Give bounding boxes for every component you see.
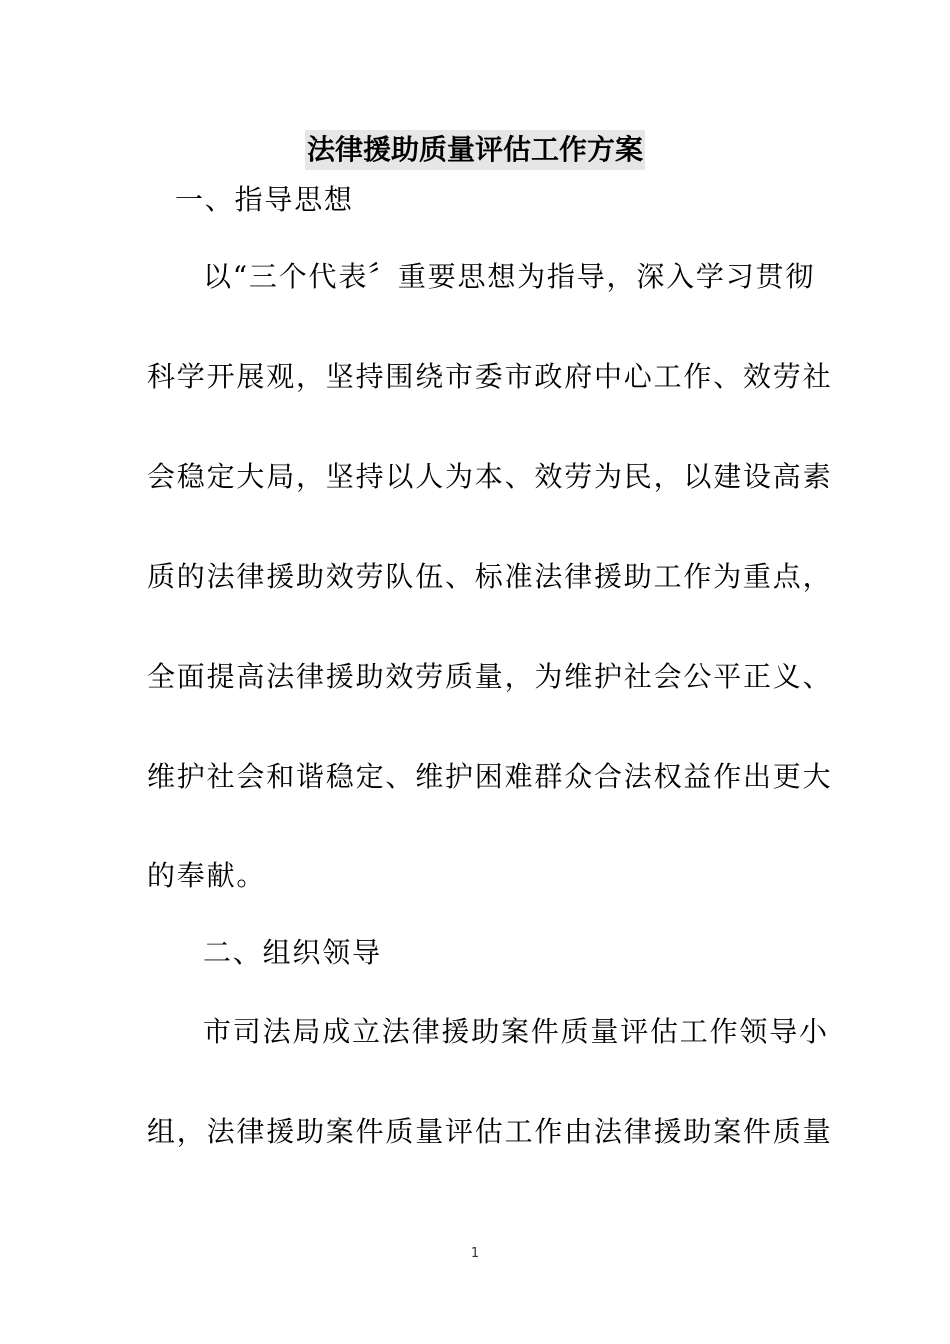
paragraph-line: 质的法律援助效劳队伍、标准法律援助工作为重点， (147, 560, 833, 593)
paragraph-line: 市司法局成立法律援助案件质量评估工作领导小 (203, 1015, 829, 1048)
paragraph-line: 全面提高法律援助效劳质量，为维护社会公平正义、 (147, 660, 833, 693)
section-heading-organization: 二、组织领导 (203, 936, 382, 969)
page-number: 1 (470, 1246, 480, 1261)
paragraph-line: 会稳定大局，坚持以人为本、效劳为民，以建设高素 (147, 460, 833, 493)
document-title: 法律援助质量评估工作方案 (305, 130, 645, 170)
paragraph-line: 科学开展观，坚持围绕市委市政府中心工作、效劳社 (147, 360, 833, 393)
section-heading-guiding-thought: 一、指导思想 (175, 183, 354, 216)
paragraph-line: 的奉献。 (147, 859, 267, 892)
title-container (0, 130, 950, 170)
paragraph-line: 组，法律援助案件质量评估工作由法律援助案件质量 (147, 1115, 833, 1148)
paragraph-line: 维护社会和谐稳定、维护困难群众合法权益作出更大 (147, 760, 833, 793)
paragraph-line: 以“三个代表〞重要思想为指导，深入学习贯彻 (203, 260, 816, 293)
